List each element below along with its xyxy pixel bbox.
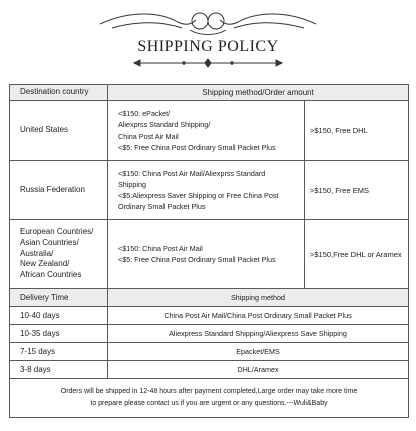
table-row [10,220,409,289]
delivery-method-cell: DHL/Aramex [108,361,409,379]
footer-line: Orders will be shipped in 12-48 hours after payment completed,Large order may take more time [60,388,358,396]
table-header-row [10,85,409,101]
method-cell [108,101,305,161]
destination-cell: Russia Federation [10,161,108,220]
footer-row [10,379,409,418]
method-line: Ordinary Small Packet Plus [118,202,206,212]
days-cell: 3-8 days [10,361,108,379]
amount-cell: >$150, Free EMS [305,161,409,220]
country-line: Asian Countries/ [20,237,79,247]
ornament-flourish-top [0,6,416,36]
footer-note [10,379,409,418]
country-line: New Zealand/ [20,259,70,269]
method-cell [108,220,305,289]
delivery-method-cell: Epacket/EMS [108,343,409,361]
col-header-shipping: Shipping method/Order amount [108,85,409,101]
country-line: Australia/ [20,248,54,258]
method-cell [108,161,305,220]
method-line: <$5:Aliexpress Saver Shipping or Free China Post [118,191,279,200]
amount-cell: >$150, Free DHL [305,101,409,161]
days-cell: 10-40 days [10,307,108,325]
days-cell: 10-35 days [10,325,108,343]
col-header-shipping-method: Shipping method [108,289,409,307]
delivery-header-row [10,289,409,307]
method-line: Aliexprss Standard Shipping/ [118,120,211,130]
table-row [10,101,409,161]
country-line: European Countries/ [20,227,94,236]
method-line: Shipping [118,179,146,189]
delivery-method-cell: Aliexpress Standard Shipping/Aliexpress Save Shipping [108,325,409,343]
method-line: <$150: ePacket/ [118,109,171,119]
days-cell: 7-15 days [10,343,108,361]
method-line: <$150: China Post Air Mail/Aliexprss Standard [118,168,266,178]
table-row [10,325,409,343]
destination-cell: United States [10,101,108,161]
table-row [10,343,409,361]
method-line: <$150: China Post Air Mail [118,243,203,253]
method-line: <$5: Free China Post Ordinary Small Packet Plus [118,142,276,152]
country-line: African Countries [20,270,82,280]
amount-cell: >$150,Free DHL or Aramex [305,220,409,289]
col-header-delivery-time: Delivery Time [10,289,108,307]
footer-line: to prepare please contact us if you are urgent or any questions.---Wuli&Baby [90,400,328,407]
ornament-divider-bottom [0,56,416,70]
col-header-destination: Destination country [10,85,108,101]
delivery-method-cell: China Post Air Mail/China Post Ordinary Small Packet Plus [108,307,409,325]
shipping-policy-table [9,84,409,418]
page-title: SHIPPING POLICY [137,38,279,55]
table-row [10,161,409,220]
method-line: <$5: Free China Post Ordinary Small Packet Plus [118,255,276,264]
method-line: China Post Air Mail [118,131,179,141]
table-row [10,361,409,379]
destination-cell [10,220,108,289]
table-row [10,307,409,325]
